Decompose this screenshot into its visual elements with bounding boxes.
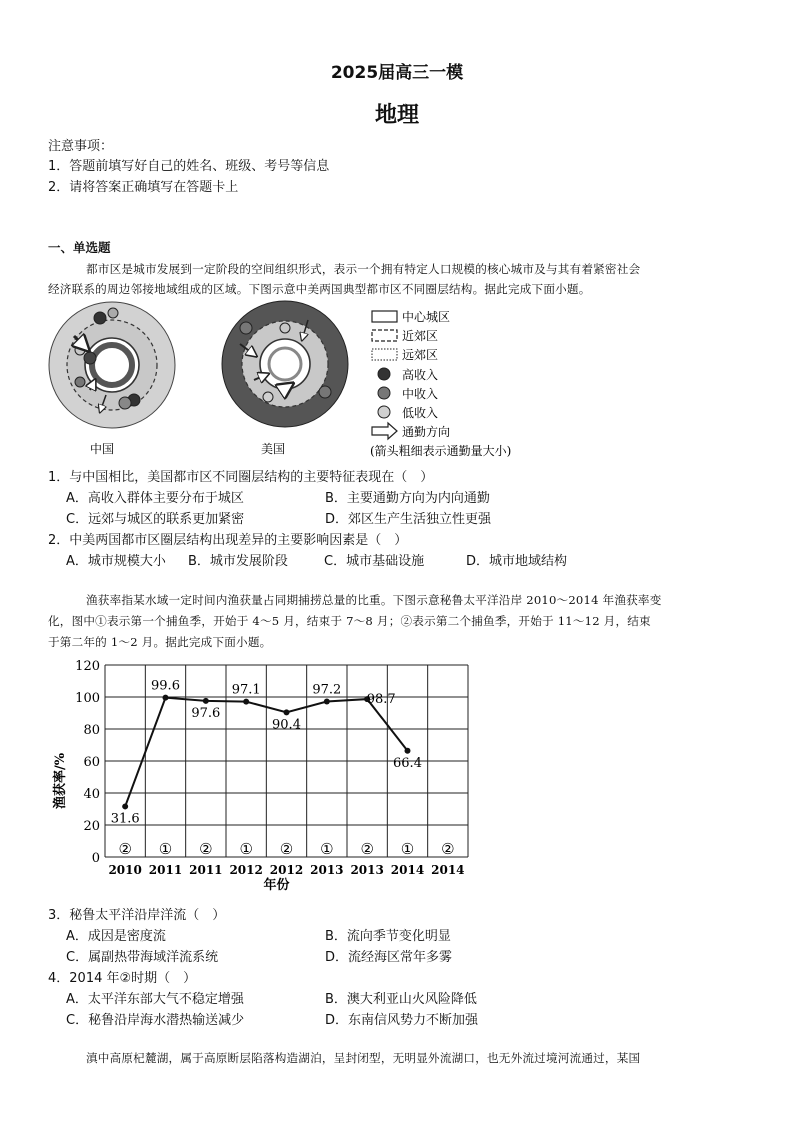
x-axis-label: 年份 [263, 878, 290, 893]
option-a: A．城市规模大小 [66, 554, 166, 569]
data-label: 97.1 [231, 682, 261, 698]
metro-ring-figure [40, 300, 540, 465]
question-stem: 3．秘鲁太平洋沿岸洋流（ ） [48, 908, 226, 923]
data-label: 98.7 [366, 692, 396, 708]
data-point [122, 803, 128, 809]
x-tick-label: 2011 [148, 863, 183, 877]
data-label: 97.2 [312, 682, 342, 698]
option-a: A．太平洋东部大气不稳定增强 [66, 992, 244, 1007]
option-b: B．城市发展阶段 [188, 554, 288, 569]
x-tick-label: 2014 [431, 863, 465, 877]
question-stem: 4．2014 年②时期（ ） [48, 971, 197, 986]
china-label: 中国 [90, 442, 115, 456]
passage-line: 渔获率指某水域一定时间内渔获量占同期捕捞总量的比重。下图示意秘鲁太平洋沿岸 2010～2014 年渔获率变 [86, 593, 662, 607]
option-c: C．秘鲁沿岸海水潜热输送减少 [66, 1013, 245, 1028]
x-tick-label: 2010 [108, 863, 142, 877]
y-axis-label: 渔获率/% [53, 752, 68, 810]
data-label: 66.4 [393, 755, 422, 771]
legend-commute: 通勤方向 [402, 425, 451, 439]
question-stem: 1．与中国相比，美国都市区不同圈层结构的主要特征表现在（ ） [48, 470, 434, 485]
x-tick-label: 2013 [310, 863, 344, 877]
x-tick-label: 2011 [189, 863, 223, 877]
season-marker: ② [360, 840, 374, 858]
passage-line: 滇中高原杞麓湖，属于高原断层陷落构造湖泊，呈封闭型，无明显外流湖口，也无外流过境河流通过，某国 [86, 1051, 641, 1065]
season-marker: ① [320, 840, 334, 858]
data-label: 90.4 [272, 717, 301, 733]
season-marker: ① [400, 840, 415, 858]
season-marker: ② [118, 840, 132, 858]
option-a: A．高收入群体主要分布于城区 [66, 491, 244, 506]
usa-label: 美国 [261, 442, 286, 456]
y-tick-label: 40 [83, 787, 100, 802]
season-marker: ② [279, 840, 294, 858]
season-marker: ① [239, 840, 253, 858]
subject-title: 地理 [374, 103, 419, 128]
notice-heading: 注意事项： [48, 139, 114, 154]
option-c: C．远郊与城区的联系更加紧密 [66, 512, 245, 527]
notice-item: 1．答题前填写好自己的姓名、班级、考号等信息 [48, 159, 330, 174]
y-tick-label: 80 [83, 723, 100, 738]
passage-line: 经济联系的周边邻接地域组成的区域。下图示意中美两国典型都市区不同圈层结构。据此完成下面小题。 [48, 282, 591, 296]
y-tick-label: 0 [91, 851, 100, 866]
x-tick-label: 2013 [350, 863, 384, 877]
option-d: D．流经海区常年多雾 [325, 950, 453, 965]
season-marker: ① [158, 840, 173, 858]
option-d: D．城市地域结构 [466, 554, 568, 569]
option-c: C．属副热带海域洋流系统 [66, 950, 219, 965]
data-point [163, 695, 169, 701]
legend-low: 低收入 [402, 406, 439, 420]
option-d: D．东南信风势力不断加强 [325, 1013, 479, 1028]
section-heading: 一、单选题 [48, 240, 111, 255]
data-point [203, 698, 209, 704]
y-tick-label: 20 [83, 819, 100, 834]
catch-rate-chart [48, 655, 488, 895]
data-point [284, 709, 290, 715]
data-label: 31.6 [110, 811, 140, 827]
option-b: B．澳大利亚山火风险降低 [325, 992, 477, 1007]
exam-title: 2025届高三一模 [330, 63, 464, 83]
season-marker: ② [199, 840, 213, 858]
figure-legend [370, 309, 511, 458]
china-ring-diagram [49, 302, 175, 428]
usa-ring-diagram [222, 301, 348, 427]
x-tick-label: 2012 [229, 863, 263, 877]
option-b: B．流向季节变化明显 [325, 929, 451, 944]
data-label: 97.6 [191, 705, 221, 721]
data-point [324, 698, 330, 704]
arrow-icon [372, 423, 397, 439]
data-point [405, 748, 411, 754]
x-tick-label: 2012 [269, 863, 304, 877]
legend-high: 高收入 [402, 368, 439, 382]
y-tick-label: 60 [83, 755, 100, 770]
passage-line: 于第二年的 1～2 月。据此完成下面小题。 [48, 635, 272, 649]
passage-line: 化，图中①表示第一个捕鱼季，开始于 4～5 月，结束于 7～8 月；②表示第二个捕鱼季，开始于 11～12 月，结束 [48, 614, 651, 628]
option-b: B．主要通勤方向为内向通勤 [325, 491, 490, 506]
passage-line: 都市区是城市发展到一定阶段的空间组织形式，表示一个拥有特定人口规模的核心城市及与其有着紧密社会 [86, 262, 641, 276]
option-a: A．成因是密度流 [66, 929, 166, 944]
season-marker: ② [441, 840, 455, 858]
option-c: C．城市基础设施 [324, 554, 425, 569]
y-tick-label: 120 [75, 659, 100, 674]
x-tick-label: 2014 [390, 863, 425, 877]
y-tick-label: 100 [75, 691, 100, 706]
legend-far: 远郊区 [402, 348, 439, 362]
legend-mid: 中收入 [402, 387, 439, 401]
data-label: 99.6 [151, 678, 180, 694]
option-d: D．郊区生产生活独立性更强 [325, 512, 492, 527]
legend-near: 近郊区 [402, 329, 439, 343]
legend-center: 中心城区 [402, 310, 451, 324]
legend-note: (箭头粗细表示通勤量大小) [370, 444, 512, 458]
question-stem: 2．中美两国都市区圈层结构出现差异的主要影响因素是（ ） [48, 533, 408, 548]
data-point [243, 699, 249, 705]
notice-item: 2．请将答案正确填写在答题卡上 [48, 180, 239, 195]
